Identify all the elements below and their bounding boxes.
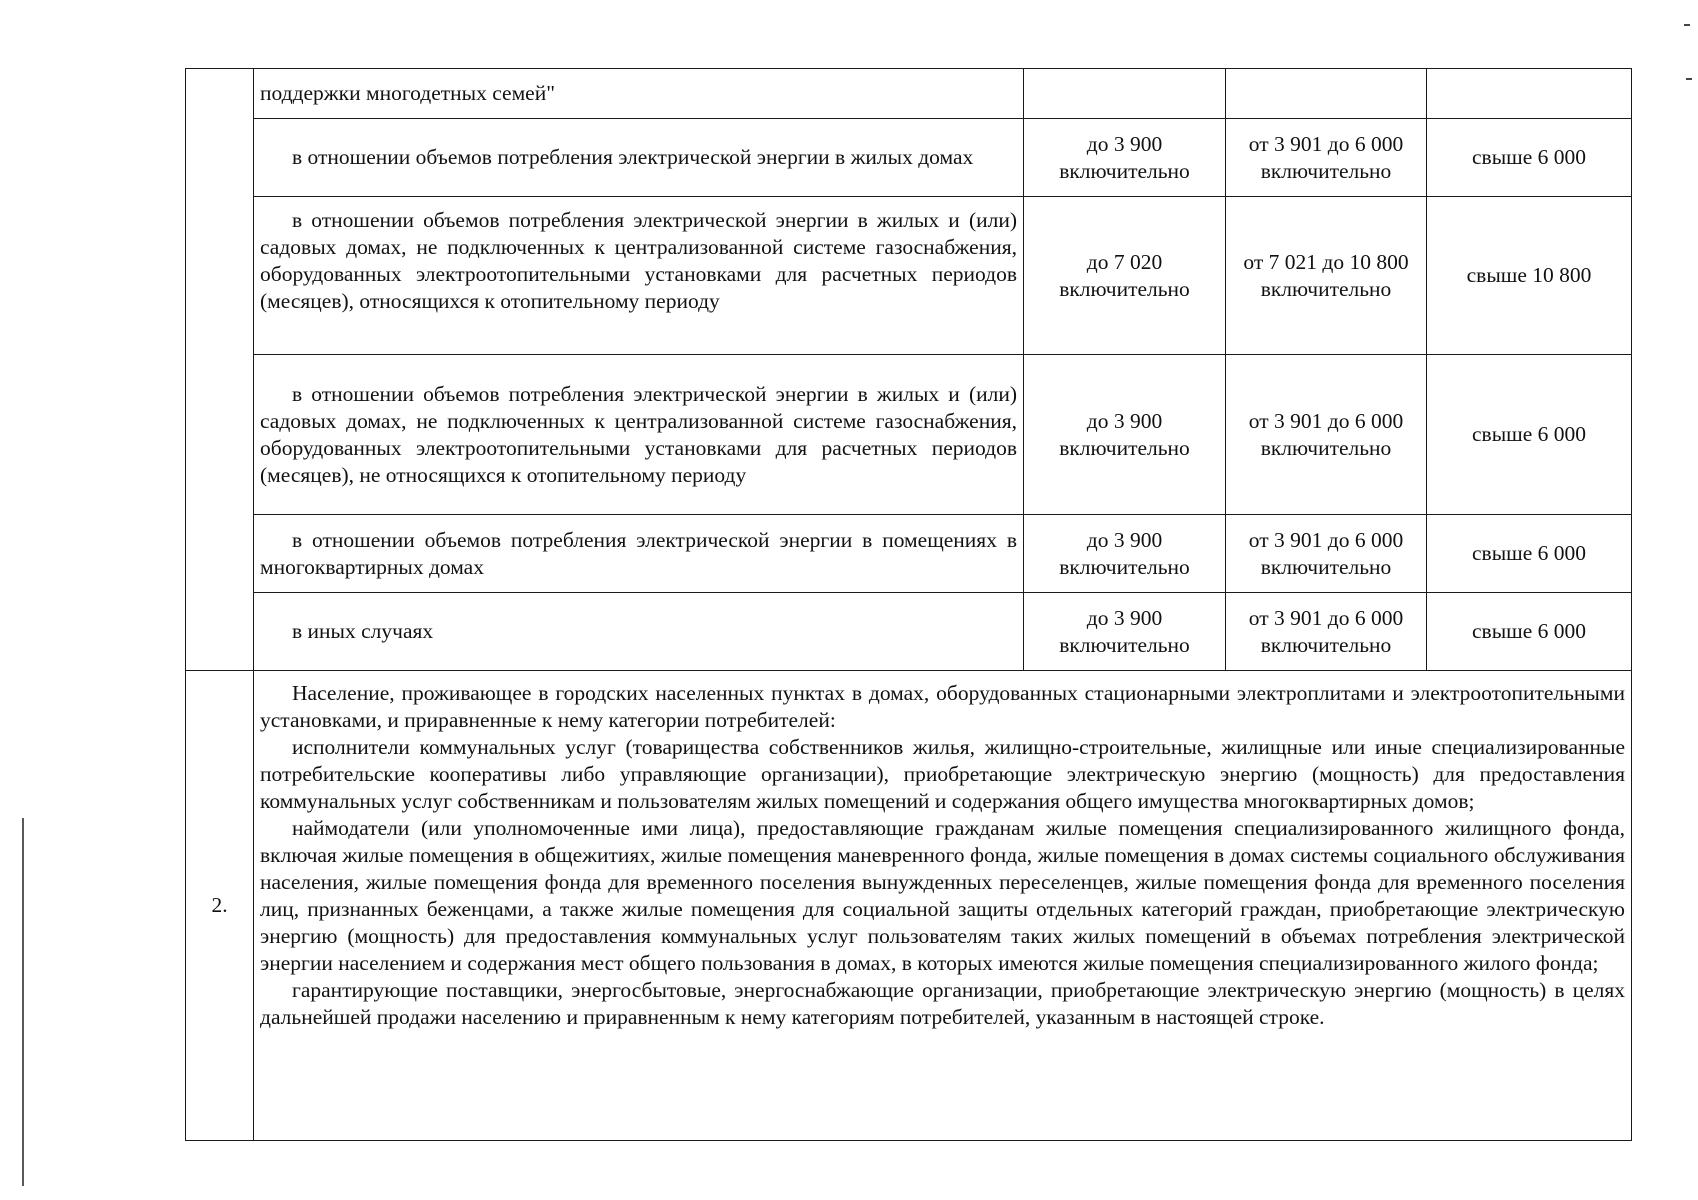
value-cell-1 <box>1024 69 1226 119</box>
value-cell-1: до 3 900 включительно <box>1024 355 1226 515</box>
value-cell-3: свыше 10 800 <box>1427 197 1632 355</box>
row-number-cell-empty <box>186 69 254 671</box>
table-row <box>186 69 1632 119</box>
row-description: в отношении объемов потребления электрической энергии в жилых домах <box>254 119 1024 197</box>
value-cell-3 <box>1427 69 1632 119</box>
table-row <box>186 593 1632 671</box>
table-row <box>186 515 1632 593</box>
value-cell-3: свыше 6 000 <box>1427 515 1632 593</box>
value-cell-2: от 3 901 до 6 000 включительно <box>1226 593 1427 671</box>
row-description: в иных случаях <box>254 593 1024 671</box>
value-cell-2: от 3 901 до 6 000 включительно <box>1226 515 1427 593</box>
row-description: в отношении объемов потребления электрической энергии в жилых и (или) садовых домах, не подключенных к централизованной системе газоснабжения, оборудованных электроотопительными установками для расчетных периодов (месяцев), не относящихся к отопительному периоду <box>254 355 1024 515</box>
scan-mark-top-right <box>1684 24 1690 26</box>
row-description <box>254 69 1024 119</box>
tariff-table <box>185 68 1632 1141</box>
paragraph: Население, проживающее в городских населенных пунктах в домах, оборудованных стационарными электроплитами и электроотопительными установками, и приравненные к нему категории потребителей: <box>260 681 1625 732</box>
row-description: в отношении объемов потребления электрической энергии в жилых и (или) садовых домах, не подключенных к централизованной системе газоснабжения, оборудованных электроотопительными установками для расчетных периодов (месяцев), относящихся к отопительному периоду <box>254 197 1024 355</box>
value-cell-2: от 3 901 до 6 000 включительно <box>1226 355 1427 515</box>
value-cell-1: до 3 900 включительно <box>1024 515 1226 593</box>
paragraph: гарантирующие поставщики, энергосбытовые, энергоснабжающие организации, приобретающие электрическую энергию (мощность) в целях дальнейшей продажи населению и приравненным к нему категориям потребителей, указанным в настоящей строке. <box>260 978 1625 1029</box>
table-row <box>186 671 1632 1141</box>
paragraph: наймодатели (или уполномоченные ими лица), предоставляющие гражданам жилые помещения специализированного жилищного фонда, включая жилые помещения в общежитиях, жилые помещения маневренного фонда, жилые помещения в домах системы социального обслуживания населения, жилые помещения фонда для временного поселения вынужденных переселенцев, жилые помещения фонда для временного поселения лиц, признанных беженцами, а также жилые помещения для социальной защиты отдельных категорий граждан, приобретающие электрическую энергию (мощность) для предоставления коммунальных услуг пользователям таких жилых помещений в объемах потребления электрической энергии населением и содержания мест общего пользования в домах, в которых имеются жилые помещения специализированного жилого фонда; <box>260 816 1625 975</box>
row-number: 2. <box>186 671 254 1141</box>
value-cell-2: от 3 901 до 6 000 включительно <box>1226 119 1427 197</box>
table-row <box>186 197 1632 355</box>
paragraph: исполнители коммунальных услуг (товарищества собственников жилья, жилищно-строительные, жилищные или иные специализированные потребительские кооперативы либо управляющие организации), приобретающие электрическую энергию (мощность) для предоставления коммунальных услуг собственникам и пользователям жилых помещений и содержания общего имущества многоквартирных домов; <box>260 735 1625 813</box>
scan-edge-line <box>22 818 24 1186</box>
value-cell-1: до 7 020 включительно <box>1024 197 1226 355</box>
row-description: в отношении объемов потребления электрической энергии в помещениях в многоквартирных домах <box>254 515 1024 593</box>
value-cell-3: свыше 6 000 <box>1427 355 1632 515</box>
value-cell-2 <box>1226 69 1427 119</box>
value-cell-2: от 7 021 до 10 800 включительно <box>1226 197 1427 355</box>
value-cell-3: свыше 6 000 <box>1427 593 1632 671</box>
value-cell-1: до 3 900 включительно <box>1024 119 1226 197</box>
row-2-description <box>254 671 1632 1141</box>
value-cell-3: свыше 6 000 <box>1427 119 1632 197</box>
value-cell-1: до 3 900 включительно <box>1024 593 1226 671</box>
heading-tail-text: поддержки многодетных семей" <box>260 81 555 105</box>
table-row <box>186 119 1632 197</box>
scan-mark-top-right-2 <box>1686 78 1692 80</box>
table-row <box>186 355 1632 515</box>
